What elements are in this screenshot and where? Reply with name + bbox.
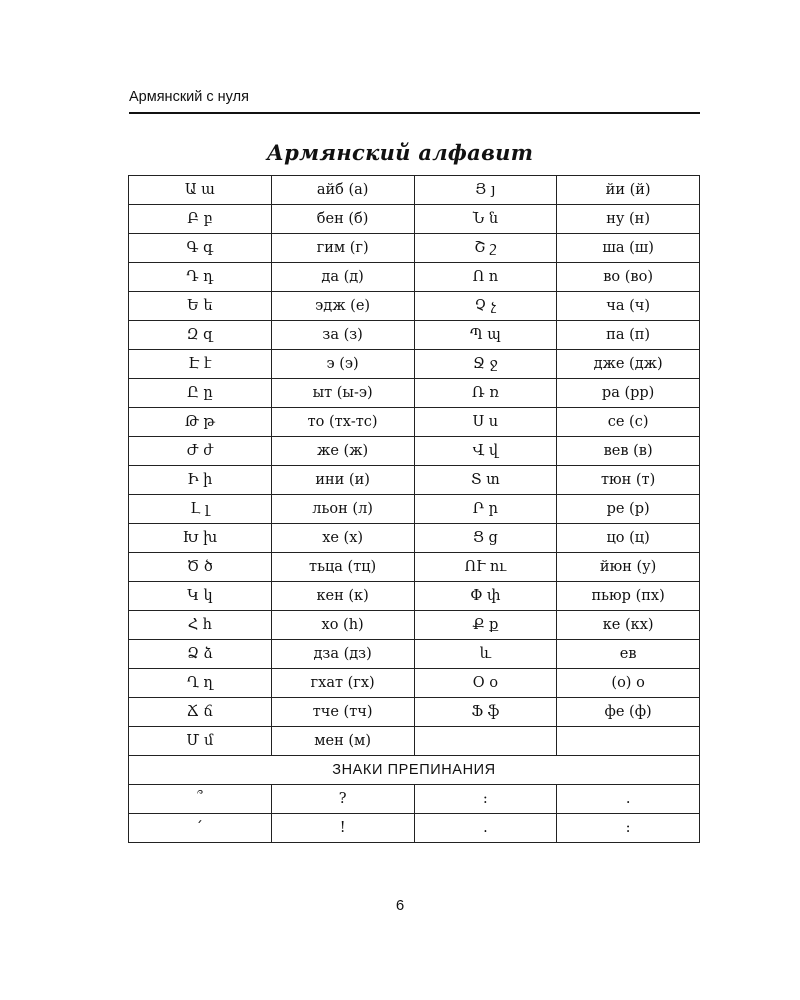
- letter-cell: Տ տ: [414, 466, 557, 495]
- letter-cell: Ք ք: [414, 611, 557, 640]
- letter-name-cell: же (ж): [271, 437, 414, 466]
- punctuation-heading-row: [129, 756, 700, 785]
- alphabet-row: [129, 205, 700, 234]
- letter-cell: Ո ո: [414, 263, 557, 292]
- armenian-mark-cell: ։: [414, 785, 557, 814]
- letter-cell: Ծ ծ: [129, 553, 272, 582]
- letter-name-cell: ке (кх): [557, 611, 700, 640]
- letter-name-cell: ев: [557, 640, 700, 669]
- letter-name-cell: па (п): [557, 321, 700, 350]
- alphabet-row: [129, 408, 700, 437]
- letter-name-cell: э (э): [271, 350, 414, 379]
- letter-cell: Պ պ: [414, 321, 557, 350]
- page-title: Армянский алфавит: [266, 140, 534, 165]
- letter-cell: Թ թ: [129, 408, 272, 437]
- letter-name-cell: кен (к): [271, 582, 414, 611]
- letter-cell: Փ փ: [414, 582, 557, 611]
- letter-cell: Ֆ ֆ: [414, 698, 557, 727]
- letter-cell: Լ լ: [129, 495, 272, 524]
- running-header: Армянский с нуля: [129, 89, 249, 105]
- letter-name-cell: дже (дж): [557, 350, 700, 379]
- letter-name-cell: ну (н): [557, 205, 700, 234]
- letter-name-cell: вев (в): [557, 437, 700, 466]
- letter-name-cell: йи (й): [557, 176, 700, 205]
- letter-cell: Հ հ: [129, 611, 272, 640]
- letter-name-cell: ре (р): [557, 495, 700, 524]
- letter-name-cell: эдж (е): [271, 292, 414, 321]
- letter-cell: Ն ն: [414, 205, 557, 234]
- page-number: 6: [395, 897, 405, 914]
- alphabet-row: [129, 292, 700, 321]
- letter-name-cell: во (во): [557, 263, 700, 292]
- letter-cell: Ջ ջ: [414, 350, 557, 379]
- letter-name-cell: фе (ф): [557, 698, 700, 727]
- punctuation-row: [129, 785, 700, 814]
- alphabet-row: [129, 495, 700, 524]
- alphabet-row: [129, 466, 700, 495]
- letter-name-cell: (о) о: [557, 669, 700, 698]
- alphabet-row: [129, 582, 700, 611]
- header-rule: [129, 112, 700, 114]
- letter-name-cell: ша (ш): [557, 234, 700, 263]
- letter-cell: Չ չ: [414, 292, 557, 321]
- alphabet-row: [129, 669, 700, 698]
- letter-name-cell: дза (дз): [271, 640, 414, 669]
- letter-cell: Ի ի: [129, 466, 272, 495]
- alphabet-row: [129, 350, 700, 379]
- letter-cell: Ը ը: [129, 379, 272, 408]
- letter-name-cell: ра (рр): [557, 379, 700, 408]
- alphabet-row: [129, 379, 700, 408]
- letter-name-cell: цо (ц): [557, 524, 700, 553]
- letter-name-cell: тьца (тц): [271, 553, 414, 582]
- alphabet-row: [129, 611, 700, 640]
- letter-name-cell: мен (м): [271, 727, 414, 756]
- letter-name-cell: за (з): [271, 321, 414, 350]
- letter-name-cell: [557, 727, 700, 756]
- letter-cell: Զ զ: [129, 321, 272, 350]
- letter-cell: Գ գ: [129, 234, 272, 263]
- letter-name-cell: бен (б): [271, 205, 414, 234]
- letter-name-cell: хе (х): [271, 524, 414, 553]
- letter-cell: ՈՒ ու: [414, 553, 557, 582]
- alphabet-table-body: [129, 176, 700, 843]
- letter-name-cell: то (тх-тс): [271, 408, 414, 437]
- alphabet-row: [129, 524, 700, 553]
- letter-name-cell: пьюр (пх): [557, 582, 700, 611]
- letter-cell: Ե ե: [129, 292, 272, 321]
- armenian-mark-cell: ՞: [129, 785, 272, 814]
- alphabet-row: [129, 437, 700, 466]
- letter-name-cell: гхат (гх): [271, 669, 414, 698]
- equivalent-mark-cell: .: [557, 785, 700, 814]
- letter-name-cell: се (с): [557, 408, 700, 437]
- letter-cell: Ս ս: [414, 408, 557, 437]
- punctuation-row: [129, 814, 700, 843]
- letter-cell: Յ յ: [414, 176, 557, 205]
- letter-cell: Օ օ: [414, 669, 557, 698]
- letter-name-cell: ча (ч): [557, 292, 700, 321]
- alphabet-row: [129, 263, 700, 292]
- letter-name-cell: йюн (у): [557, 553, 700, 582]
- equivalent-mark-cell: ?: [271, 785, 414, 814]
- alphabet-table: [128, 175, 700, 843]
- letter-cell: Է է: [129, 350, 272, 379]
- alphabet-row: [129, 640, 700, 669]
- letter-name-cell: хо (h): [271, 611, 414, 640]
- alphabet-row: [129, 727, 700, 756]
- letter-cell: Շ շ: [414, 234, 557, 263]
- letter-name-cell: да (д): [271, 263, 414, 292]
- letter-cell: Վ վ: [414, 437, 557, 466]
- letter-name-cell: тче (тч): [271, 698, 414, 727]
- letter-cell: Դ դ: [129, 263, 272, 292]
- letter-cell: Մ մ: [129, 727, 272, 756]
- letter-name-cell: льон (л): [271, 495, 414, 524]
- alphabet-row: [129, 553, 700, 582]
- letter-name-cell: айб (а): [271, 176, 414, 205]
- alphabet-row: [129, 698, 700, 727]
- letter-cell: Ձ ձ: [129, 640, 272, 669]
- letter-name-cell: ыт (ы-э): [271, 379, 414, 408]
- alphabet-row: [129, 234, 700, 263]
- letter-cell: [414, 727, 557, 756]
- alphabet-row: [129, 321, 700, 350]
- letter-cell: Բ բ: [129, 205, 272, 234]
- equivalent-mark-cell: !: [271, 814, 414, 843]
- letter-cell: և: [414, 640, 557, 669]
- alphabet-row: [129, 176, 700, 205]
- letter-cell: Ա ա: [129, 176, 272, 205]
- letter-cell: Խ խ: [129, 524, 272, 553]
- letter-cell: Կ կ: [129, 582, 272, 611]
- equivalent-mark-cell: :: [557, 814, 700, 843]
- letter-cell: Ղ ղ: [129, 669, 272, 698]
- letter-cell: Ց ց: [414, 524, 557, 553]
- punctuation-heading: ЗНАКИ ПРЕПИНАНИЯ: [129, 756, 700, 785]
- letter-name-cell: гим (г): [271, 234, 414, 263]
- letter-cell: Ռ ռ: [414, 379, 557, 408]
- armenian-mark-cell: ՛: [129, 814, 272, 843]
- armenian-mark-cell: .: [414, 814, 557, 843]
- letter-cell: Ր ր: [414, 495, 557, 524]
- letter-name-cell: ини (и): [271, 466, 414, 495]
- letter-cell: Ժ ժ: [129, 437, 272, 466]
- letter-name-cell: тюн (т): [557, 466, 700, 495]
- letter-cell: Ճ ճ: [129, 698, 272, 727]
